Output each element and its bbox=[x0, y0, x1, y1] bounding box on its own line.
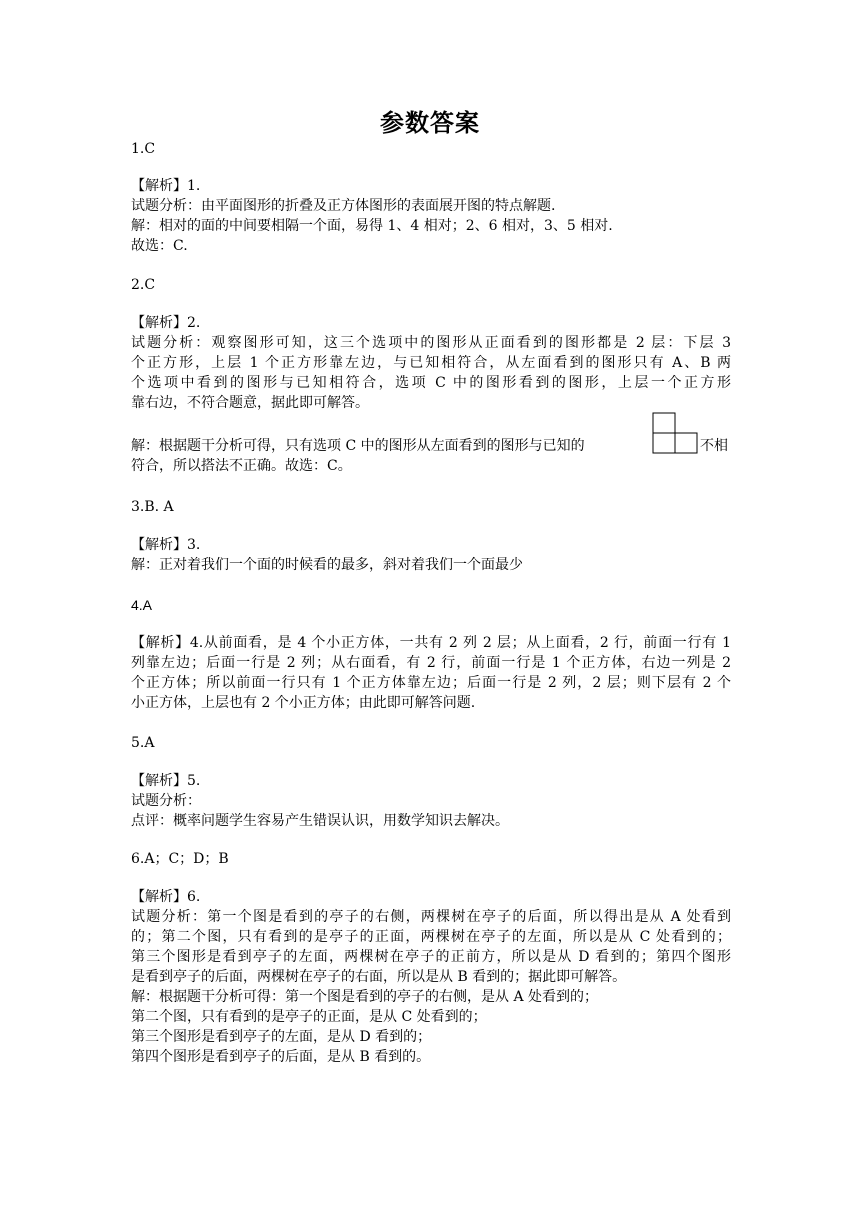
analysis-4-text: 小正方体，上层也有 2 个小正方体；由此即可解答问题. bbox=[131, 695, 476, 711]
analysis-6-text: 是看到亭子的后面，两棵树在亭子的右面，所以是从 B 看到的；据此即可解答。 bbox=[131, 969, 627, 985]
analysis-5-heading: 【解析】5. bbox=[131, 773, 201, 789]
answer-6: 6.A；C；D；B bbox=[131, 851, 229, 867]
analysis-6-solution: 第二个图，只有看到的是亭子的正面，是从 C 处看到的； bbox=[131, 1009, 487, 1025]
analysis-4-text: 【解析】4.从前面看，是 4 个小正方体，一共有 2 列 2 层；从上面看，2 行，前面一行有 1 bbox=[131, 635, 731, 651]
page-title: 参数答案 bbox=[380, 109, 480, 137]
answer-4: 4.A bbox=[131, 597, 153, 613]
analysis-1-text: 试题分析：由平面图形的折叠及正方体图形的表面展开图的特点解题. bbox=[131, 198, 556, 214]
analysis-2-solution: 解：根据题干分析可得，只有选项 C 中的图形从左面看到的图形与已知的 bbox=[131, 438, 585, 454]
analysis-6-text: 第三个图形是看到亭子的左面，两棵树在亭子的正前方，所以是从 D 看到的；第四个图形 bbox=[131, 949, 731, 965]
analysis-2-solution-tail: 不相 bbox=[700, 438, 728, 454]
analysis-2-text: 试题分析：观察图形可知，这三个选项中的图形从正面看到的图形都是 2 层：下层 3 bbox=[131, 335, 731, 351]
answer-1: 1.C bbox=[131, 141, 156, 157]
square-view-figure bbox=[652, 412, 698, 454]
analysis-2-solution: 符合，所以搭法不正确。故选：C。 bbox=[131, 458, 352, 474]
answer-3: 3.B. A bbox=[131, 499, 174, 515]
analysis-2-text: 个正方形，上层 1 个正方形靠左边，与已知相符合，从左面看到的图形只有 A、B 两 bbox=[131, 355, 731, 371]
analysis-4-text: 列靠左边；后面一行是 2 列；从右面看，有 2 行，前面一行是 1 个正方体，右边一列是 2 bbox=[131, 655, 731, 671]
analysis-6-solution: 第三个图形是看到亭子的左面，是从 D 看到的； bbox=[131, 1029, 432, 1045]
analysis-5-text: 试题分析： bbox=[131, 793, 201, 809]
analysis-6-text: 试题分析：第一个图是看到的亭子的右侧，两棵树在亭子的后面，所以得出是从 A 处看到 bbox=[131, 909, 731, 925]
analysis-6-text: 的；第二个图，只有看到的是亭子的正面，两棵树在亭子的左面，所以是从 C 处看到的； bbox=[131, 929, 731, 945]
analysis-1-text: 解：相对的面的中间要相隔一个面，易得 1、4 相对；2、6 相对，3、5 相对. bbox=[131, 218, 613, 234]
analysis-5-text: 点评：概率问题学生容易产生错误认识，用数学知识去解决。 bbox=[131, 813, 509, 829]
analysis-2-text: 靠右边，不符合题意，据此即可解答。 bbox=[131, 395, 369, 411]
analysis-6-heading: 【解析】6. bbox=[131, 889, 201, 905]
analysis-3-heading: 【解析】3. bbox=[131, 537, 201, 553]
analysis-1-text: 故选：C. bbox=[131, 238, 188, 254]
answer-5: 5.A bbox=[131, 735, 155, 751]
analysis-3-text: 解：正对着我们一个面的时候看的最多，斜对着我们一个面最少 bbox=[131, 557, 523, 573]
analysis-1-heading: 【解析】1. bbox=[131, 178, 201, 194]
analysis-6-solution: 解：根据题干分析可得：第一个图是看到的亭子的右侧，是从 A 处看到的； bbox=[131, 989, 599, 1005]
answer-2: 2.C bbox=[131, 277, 156, 293]
analysis-2-text: 个选项中看到的图形与已知相符合，选项 C 中的图形看到的图形，上层一个正方形 bbox=[131, 375, 731, 391]
analysis-2-heading: 【解析】2. bbox=[131, 315, 201, 331]
analysis-4-text: 个正方体；所以前面一行只有 1 个正方体靠左边；后面一行是 2 列，2 层；则下层有 2 个 bbox=[131, 675, 731, 691]
analysis-6-solution: 第四个图形是看到亭子的后面，是从 B 看到的。 bbox=[131, 1049, 431, 1065]
